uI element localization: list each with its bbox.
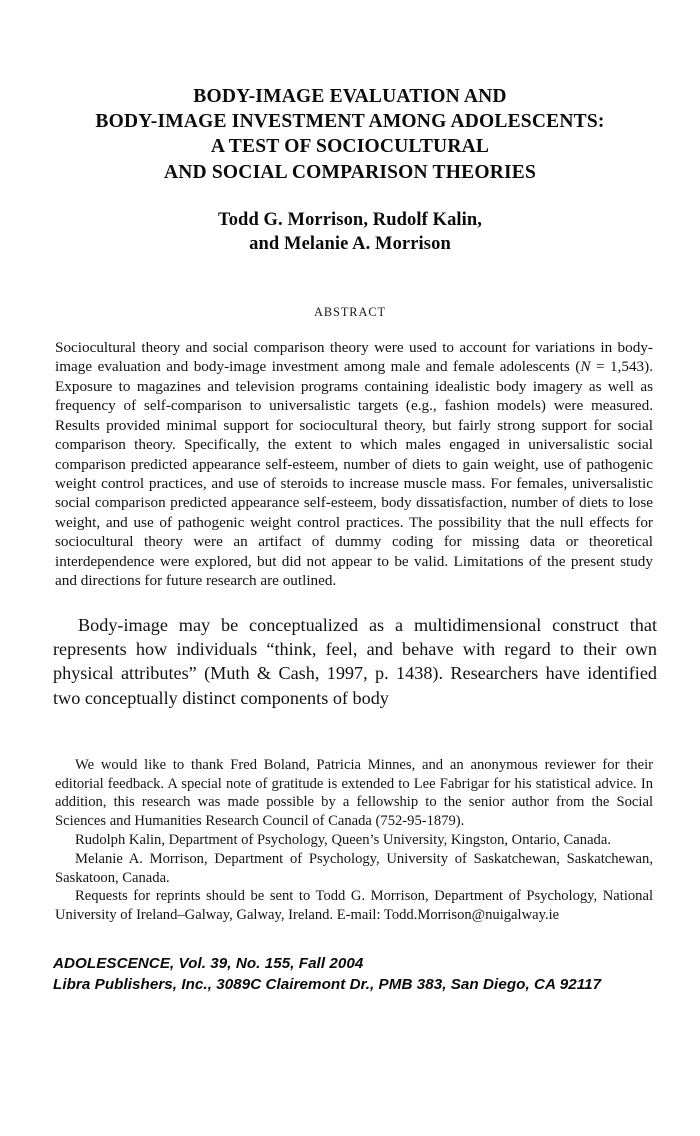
- footnote-block: [0, 756, 700, 925]
- abstract-heading: ABSTRACT: [314, 304, 386, 319]
- footnote-author-affiliation-kalin: Rudolph Kalin, Department of Psychology, Queen’s University, Kingston, Ontario, Canada.: [75, 832, 611, 849]
- imprint-journal-issue: ADOLESCENCE, Vol. 39, No. 155, Fall 2004: [53, 955, 364, 973]
- abstract-part-2: = 1,543). Exposure to magazines and television programs containing idealistic body imagery as well as frequency of self-comparison to universalistic targets (e.g., fashion models) were measured. Results provided minimal support for sociocultural theory, but fairly strong support for social comparison theory. Specifically, the extent to which males engaged in universalistic social comparison predicted appearance self-esteem, number of diets to gain weight, use of pathogenic weight control practices, and use of steroids to increase muscle mass. For females, universalistic social comparison predicted appearance self-esteem, body dissatisfaction, number of diets to lose weight, and use of pathogenic weight control practices. The possibility that the null effects for sociocultural theory were an artifact of dummy coding for missing data or theoretical interdependence were explored, but did not appear to be valid. Limitations of the present study and directions for future research are outlined.: [55, 358, 653, 590]
- title-line-2: BODY-IMAGE INVESTMENT AMONG ADOLESCENTS:: [95, 111, 605, 133]
- footnote-reprint-requests: Requests for reprints should be sent to Todd G. Morrison, Department of Psychology, National University of Ireland–Galway, Galway, Ireland. E-mail: Todd.Morrison@nuigalway.ie: [55, 888, 653, 924]
- abstract-sample-size-symbol: N: [580, 358, 591, 376]
- article-title: [0, 0, 700, 185]
- title-line-3: A TEST OF SOCIOCULTURAL: [210, 136, 490, 158]
- title-line-1: BODY-IMAGE EVALUATION AND: [193, 86, 507, 107]
- abstract-part-1: Sociocultural theory and social comparison theory were used to account for variations in body-image evaluation and body-image investment among male and female adolescents (: [55, 338, 653, 376]
- author-list: [0, 208, 700, 257]
- footnote-author-affiliation-morrison: Melanie A. Morrison, Department of Psychology, University of Saskatchewan, Saskatchewan, Saskatoon, Canada.: [55, 850, 653, 886]
- journal-imprint: [0, 954, 700, 995]
- body-paragraph-1: Body-image may be conceptualized as a multidimensional construct that represents how individuals “think, feel, and behave with regard to their own physical attributes” (Muth & Cash, 1997, p. 1438). Researchers have identified two conceptually distinct components of body: [53, 614, 657, 708]
- footnote-acknowledgments: We would like to thank Fred Boland, Patricia Minnes, and an anonymous reviewer for their editorial feedback. A special note of gratitude is extended to Lee Fabrigar for his statistical advice. In addition, this research was made possible by a fellowship to the senior author from the Social Sciences and Humanities Research Council of Canada (752-95-1879).: [55, 756, 653, 830]
- author-line-1: Todd G. Morrison, Rudolf Kalin,: [217, 209, 483, 230]
- author-line-2: and Melanie A. Morrison: [249, 234, 451, 255]
- article-body: [0, 613, 700, 710]
- imprint-publisher-address: Libra Publishers, Inc., 3089C Clairemont Dr., PMB 383, San Diego, CA 92117: [53, 975, 602, 993]
- abstract-text: [0, 338, 700, 591]
- title-line-4: AND SOCIAL COMPARISON THEORIES: [163, 161, 537, 183]
